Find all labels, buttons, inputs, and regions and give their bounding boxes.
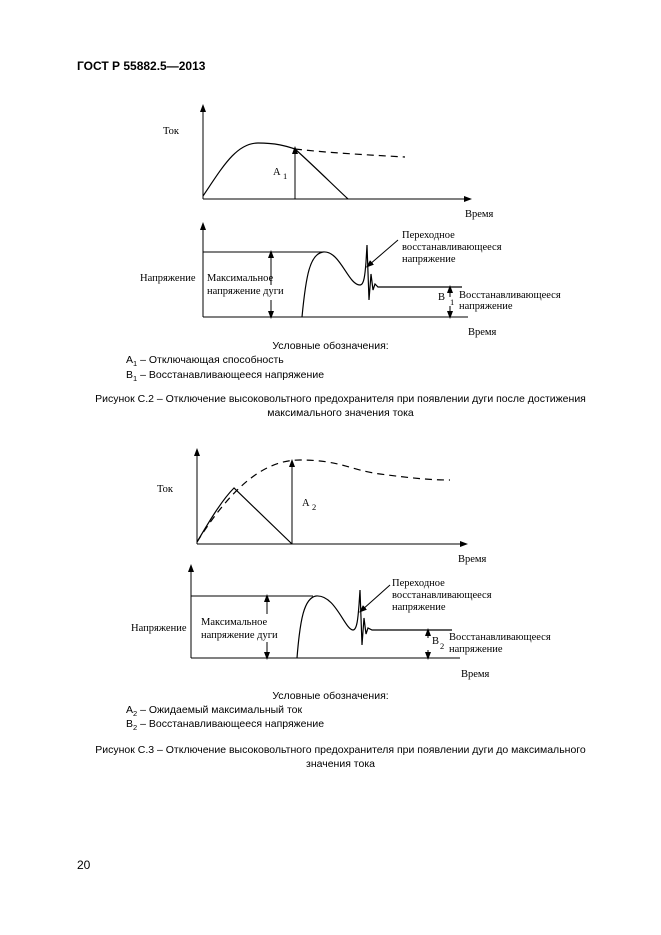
c2-legend-title: Условные обозначения: [272,340,389,352]
c3-max-arc-voltage-label-2: напряжение дуги [201,630,278,641]
figure-c3-diagram [0,445,661,685]
c2-a-label: A [273,167,281,178]
c2-max-arc-voltage-label-1: Максимальное [207,273,274,284]
c3-caption [60,743,621,771]
c3-b-label: B [432,636,440,647]
c2-max-arc-voltage-label-2: напряжение дуги [207,286,284,297]
c3-transient-leader-line [362,585,390,610]
c2-caption-line-2: максимального значения тока [267,407,414,419]
c3-interrupted-current-curve [197,488,292,544]
c2-transient-label-1: Переходное [402,230,455,241]
c2-current-curve [203,143,295,196]
c3-recovery-label-2: напряжение [449,644,503,655]
c2-time-axis-label-1: Время [465,209,494,220]
c3-transient-label-1: Переходное [392,578,445,589]
c3-legend-item-b: $B_2$ – Восстанавливающееся напряжение [126,718,325,733]
c3-max-arc-voltage-label-1: Максимальное [201,617,268,628]
c3-transient-label-2: восстанавливающееся [392,590,492,601]
c2-voltage-axis-label: Напряжение [140,273,196,284]
c2-interrupted-current-curve [295,149,348,199]
c3-caption-line-2: значения тока [306,758,375,770]
c3-caption-line-1: Рисунок С.3 – Отключение высоковольтного предохранителя при появлении дуги до максимального [95,744,586,756]
c3-voltage-axis-label: Напряжение [131,623,187,634]
c2-time-axis-label-2: Время [468,327,497,338]
c2-a-subscript: 1 [283,171,288,181]
c2-b-label: B [438,292,446,303]
c3-a-label: A [302,498,310,509]
c2-transient-label-2: восстанавливающееся [402,242,502,253]
c2-prospective-current-dashed [295,149,405,157]
c2-legend-item-a: $A_1$ – Отключающая способность [126,354,284,369]
c3-a-subscript: 2 [312,502,317,512]
c2-current-axis-label: Ток [163,126,179,137]
c2-transient-leader-line [369,240,398,265]
c3-transient-label-3: напряжение [392,602,446,613]
c3-current-axis-label: Ток [157,484,173,495]
c2-caption [60,392,621,420]
page-number: 20 [77,858,91,872]
c2-b-subscript: 1 [450,297,455,307]
c3-b-subscript: 2 [440,641,445,651]
c2-recovery-label-2: напряжение [459,301,513,312]
c3-time-axis-label-2: Время [461,669,490,680]
c3-legend-item-a: $A_2$ – Ожидаемый максимальный ток [126,704,303,719]
c2-recovery-label: Восстанавливающееся [459,290,561,301]
figure-c2-diagram [0,95,661,345]
c3-legend-title: Условные обозначения: [272,690,389,702]
document-header: ГОСТ Р 55882.5—2013 [77,59,206,73]
c3-time-axis-label-1: Время [458,554,487,565]
c2-caption-line-1: Рисунок С.2 – Отключение высоковольтного предохранителя при появлении дуги после достижения [95,393,586,405]
c2-transient-label-3: напряжение [402,254,456,265]
c3-prospective-current-dashed [197,460,450,542]
c3-recovery-label: Восстанавливающееся [449,632,551,643]
c2-legend-item-b: $B_1$ – Восстанавливающееся напряжение [126,369,325,384]
